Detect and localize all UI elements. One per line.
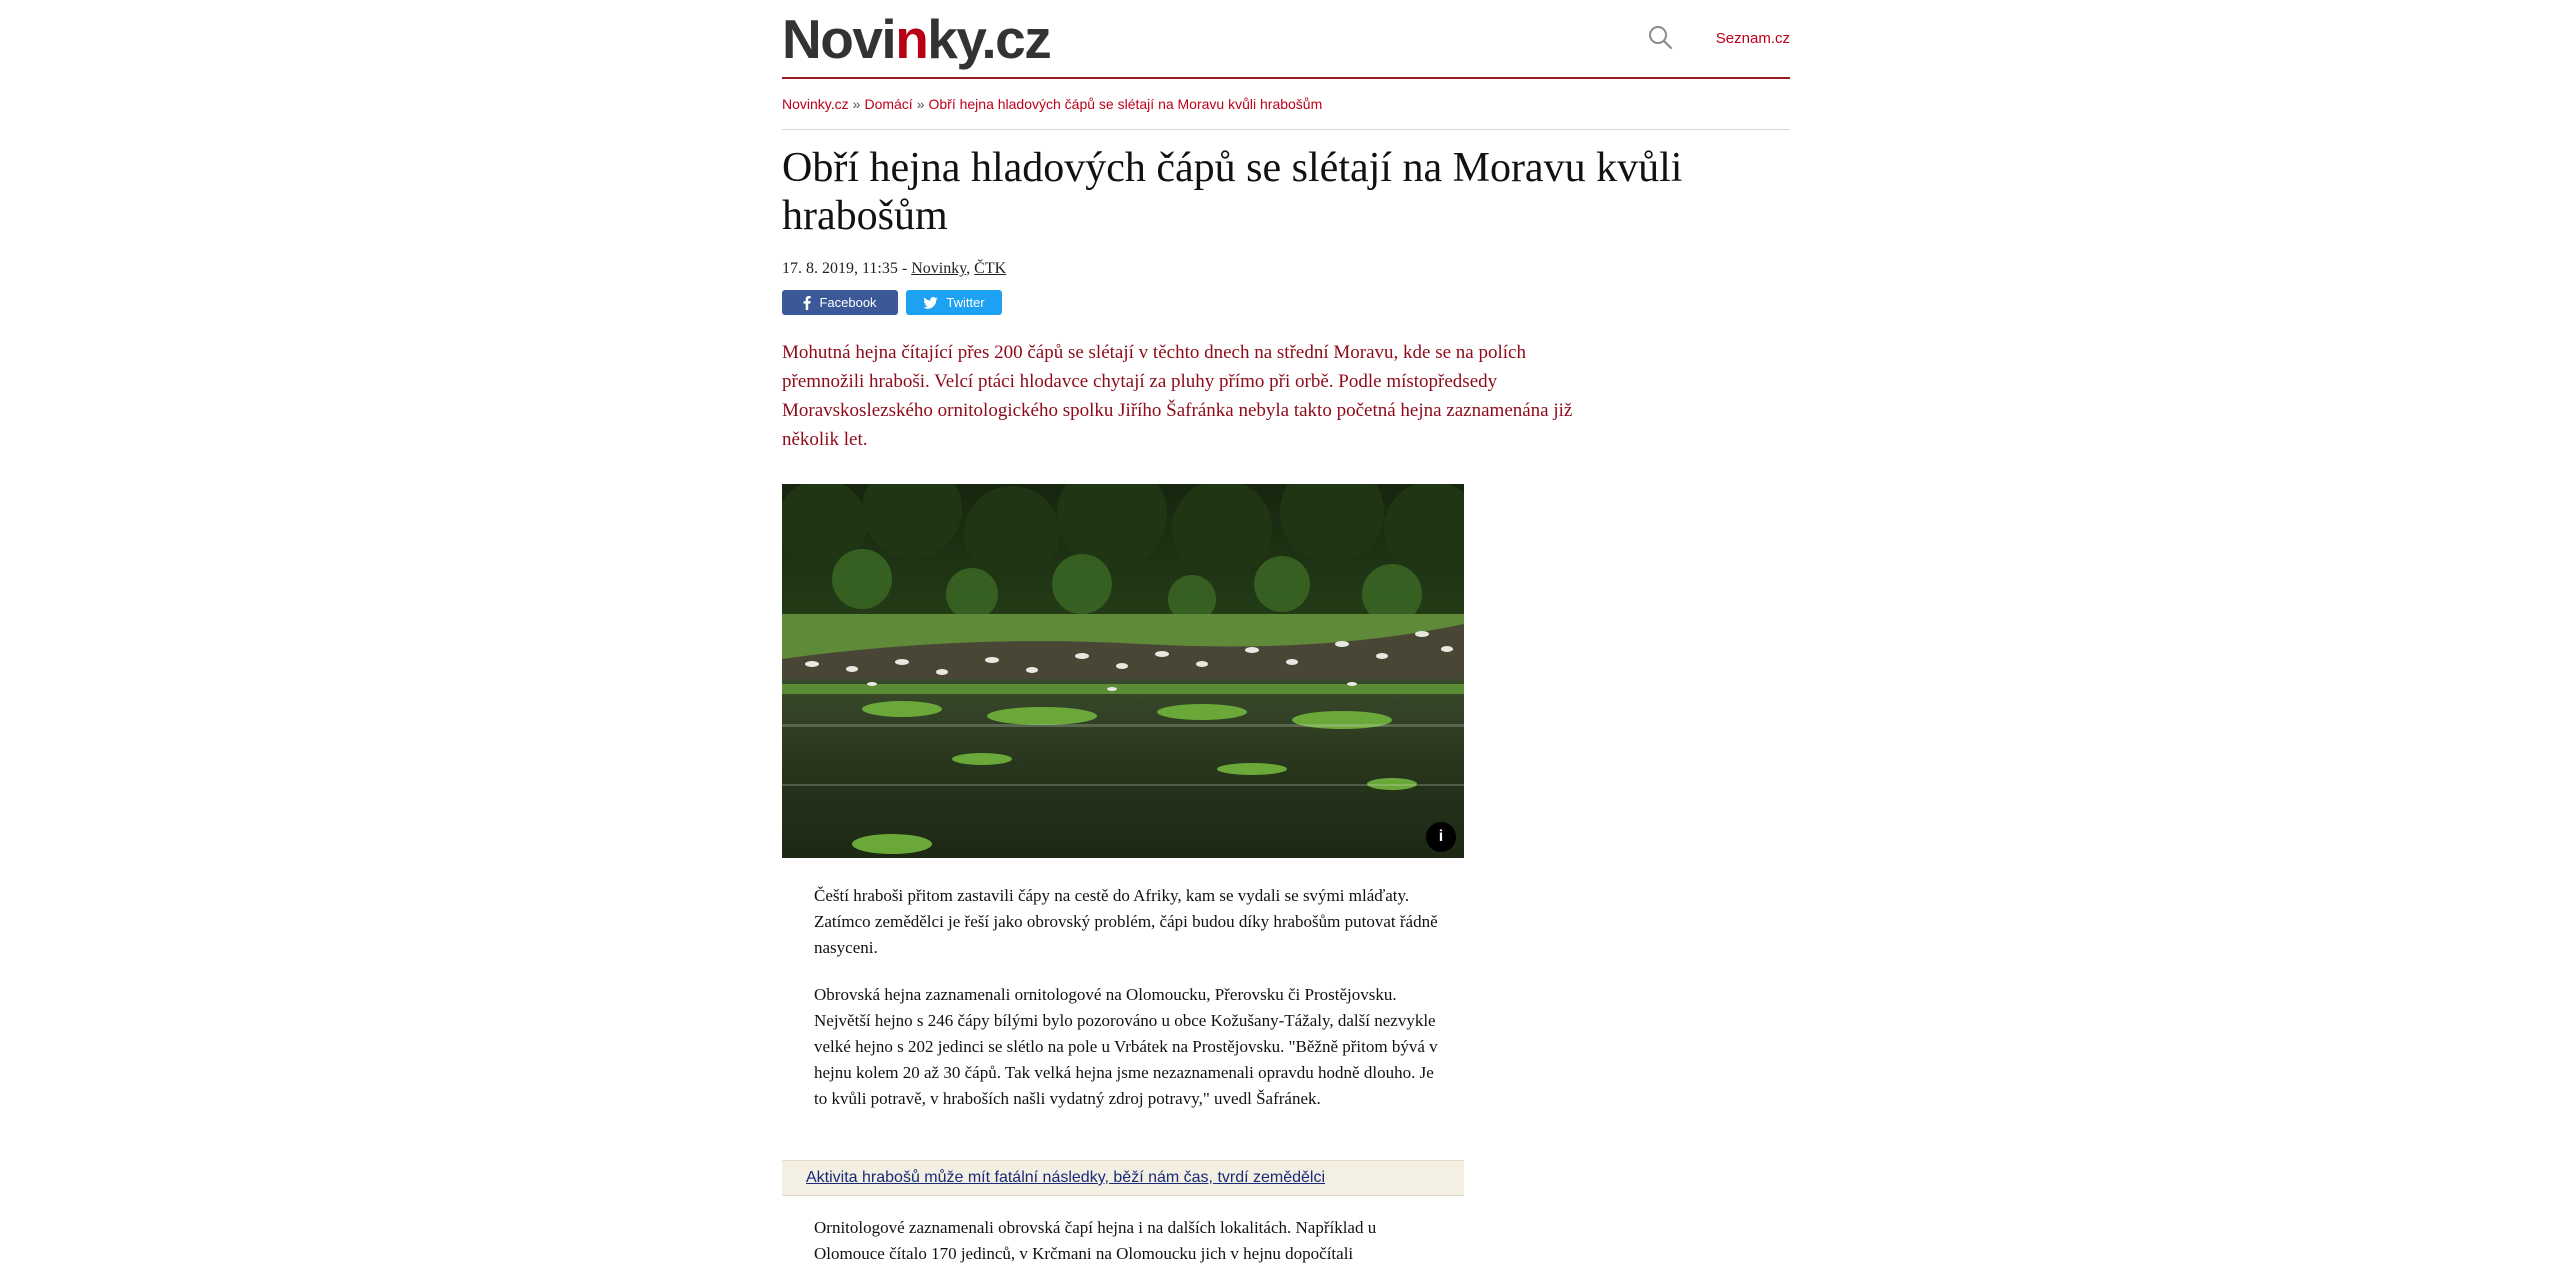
twitter-share-button[interactable] bbox=[906, 290, 1002, 315]
article-perex: Mohutná hejna čítající přes 200 čápů se slétají v těchto dnech na střední Moravu, kde se na polích přemnožili hraboši. Velcí ptáci hlodavce chytají za pluhy přímo při orbě. Podle místopředsedy Moravskoslezského ornitologického spolku Jiřího Šafránka nebyla takto početná hejna zaznamenána již několik let. bbox=[782, 342, 1573, 450]
article-meta bbox=[782, 260, 1006, 278]
article-title: Obří hejna hladových čápů se slétají na Moravu kvůli hrabošům bbox=[782, 145, 1683, 239]
facebook-share-button[interactable] bbox=[782, 290, 898, 315]
article-paragraph: Ornitologové zaznamenali obrovská čapí hejna i na dalších lokalitách. Například u Olomouce čítalo 170 jedinců, v Krčmani na Olomoucku jich v hejnu dopočítali bbox=[814, 1218, 1377, 1263]
article-photo[interactable] bbox=[782, 484, 1464, 858]
related-article-box bbox=[782, 1160, 1464, 1196]
breadcrumb-divider bbox=[782, 129, 1790, 130]
header-divider bbox=[782, 77, 1790, 79]
search-icon[interactable] bbox=[1647, 24, 1673, 50]
twitter-icon bbox=[923, 297, 938, 309]
breadcrumb-item-article[interactable]: Obří hejna hladových čápů se slétají na Moravu kvůli hrabošům bbox=[928, 96, 1323, 112]
logo-text-prefix: Novi bbox=[782, 8, 896, 70]
twitter-share-label: Twitter bbox=[946, 295, 985, 310]
breadcrumb-separator: » bbox=[852, 96, 861, 112]
breadcrumb-separator: » bbox=[916, 96, 925, 112]
share-buttons bbox=[782, 290, 1002, 315]
logo-text-accent: n bbox=[895, 8, 928, 70]
site-header bbox=[782, 0, 1790, 80]
source-link-ctk[interactable]: ČTK bbox=[974, 260, 1007, 277]
article-paragraph: Obrovská hejna zaznamenali ornitologové na Olomoucku, Přerovsku či Prostějovsku. Největší hejno s 246 čápy bílými bylo pozorováno u obce Kožušany-Tážaly, další nezvykle velké hejno s 202 jedinci se slétlo na pole u Vrbátek na Prostějovsku. "Běžně přitom bývá v hejnu kolem 20 až 30 čápů. Tak velká hejna jsme nezaznamenali opravdu hodně dlouho. Je to kvůli potravě, v hraboších našli vydatný zdroj potravy," uvedl Šafránek. bbox=[814, 985, 1438, 1108]
source-comma: , bbox=[966, 260, 975, 277]
related-article-link[interactable]: Aktivita hrabošů může mít fatální následky, běží nám čas, tvrdí zemědělci bbox=[806, 1169, 1326, 1186]
article-date: 17. 8. 2019, 11:35 - bbox=[782, 260, 908, 277]
site-logo[interactable] bbox=[782, 6, 1050, 72]
facebook-share-label: Facebook bbox=[819, 295, 877, 310]
photo-info-button[interactable]: i bbox=[1426, 822, 1456, 852]
storks-wetland-photo bbox=[782, 484, 1464, 858]
source-link-novinky[interactable]: Novinky bbox=[911, 260, 967, 277]
breadcrumb-item-home[interactable]: Novinky.cz bbox=[782, 96, 849, 112]
breadcrumb-item-section[interactable]: Domácí bbox=[864, 96, 913, 112]
seznam-link[interactable]: Seznam.cz bbox=[1715, 30, 1790, 47]
facebook-icon bbox=[803, 296, 811, 310]
article-paragraph: Čeští hraboši přitom zastavili čápy na cestě do Afriky, kam se vydali se svými mláďaty. Zatímco zemědělci je řeší jako obrovský problém, čápi budou díky hrabošům putovat řádně nasyceni. bbox=[814, 886, 1438, 957]
breadcrumb bbox=[782, 96, 1322, 112]
logo-text-suffix: ky.cz bbox=[927, 8, 1051, 70]
